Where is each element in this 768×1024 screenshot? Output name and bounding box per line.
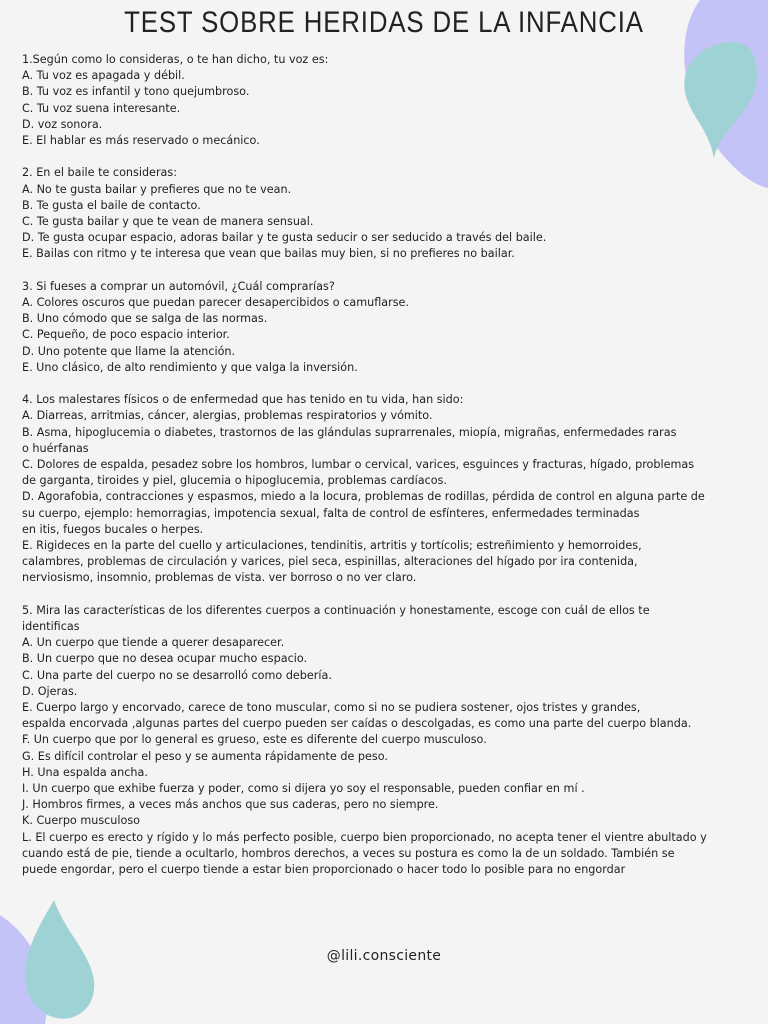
question-line: 4. Los malestares físicos o de enfermedad que has tenido en tu vida, han sido: (22, 393, 464, 407)
question-line: A. Tu voz es apagada y débil. (22, 69, 185, 83)
question-line: identificas (22, 620, 80, 634)
question-line: o huérfanas (22, 441, 89, 455)
question-line: puede engordar, pero el cuerpo tiende a estar bien proporcionado o hacer todo lo posible para no engordar (22, 863, 626, 877)
question-line: E. Cuerpo largo y encorvado, carece de tono muscular, como si no se pudiera sostener, ojos tristes y grandes, (22, 701, 641, 715)
question-line: A. Diarreas, arritmias, cáncer, alergias, problemas respiratorios y vómito. (22, 409, 433, 423)
question-line: 5. Mira las características de los diferentes cuerpos a continuación y honestamente, escoge con cuál de ellos te (22, 603, 650, 617)
question-line: su cuerpo, ejemplo: hemorragias, impotencia sexual, falta de control de esfínteres, enfermedades terminadas (22, 506, 640, 520)
question-line: C. Pequeño, de poco espacio interior. (22, 328, 230, 342)
question-block (22, 165, 737, 262)
question-line: E. Bailas con ritmo y te interesa que vean que bailas muy bien, si no prefieres no bailar. (22, 247, 515, 261)
question-line: I. Un cuerpo que exhibe fuerza y poder, como si dijera yo soy el responsable, pueden confiar en mí . (22, 782, 585, 796)
question-line: B. Tu voz es infantil y tono quejumbroso. (22, 85, 250, 99)
question-line: cuando está de pie, tiende a ocultarlo, hombros derechos, a veces su postura es como la de un soldado. También se (22, 846, 675, 860)
question-line: K. Cuerpo musculoso (22, 814, 141, 828)
question-block (22, 279, 737, 376)
question-line: G. Es difícil controlar el peso y se aumenta rápidamente de peso. (22, 749, 388, 763)
question-line: nerviosismo, insomnio, problemas de vista. ver borroso o no ver claro. (22, 571, 417, 585)
question-line: B. Asma, hipoglucemia o diabetes, trastornos de las glándulas suprarrenales, miopía, migrañas, enfermedades raras (22, 425, 677, 439)
question-line: E. Rigideces en la parte del cuello y articulaciones, tendinitis, artritis y tortícolis; estreñimiento y hemorroides, (22, 539, 642, 553)
question-line: F. Un cuerpo que por lo general es grueso, este es diferente del cuerpo musculoso. (22, 733, 487, 747)
question-line: espalda encorvada ,algunas partes del cuerpo pueden ser caídas o descolgadas, es como una parte del cuerpo blanda. (22, 717, 692, 731)
question-line: C. Te gusta bailar y que te vean de manera sensual. (22, 215, 314, 229)
question-line: H. Una espalda ancha. (22, 765, 148, 779)
question-line: C. Tu voz suena interesante. (22, 101, 181, 115)
question-block (22, 392, 737, 586)
question-line: B. Uno cómodo que se salga de las normas. (22, 312, 268, 326)
question-line: calambres, problemas de circulación y varices, piel seca, espinillas, alteraciones del hígado por ira contenida, (22, 555, 638, 569)
question-line: en itis, fuegos bucales o herpes. (22, 522, 204, 536)
question-line: D. Te gusta ocupar espacio, adoras bailar y te gusta seducir o ser seducido a través del baile. (22, 231, 547, 245)
footer-handle: @lili.consciente (326, 948, 442, 964)
question-line: 3. Si fueses a comprar un automóvil, ¿Cuál comprarías? (22, 279, 335, 293)
question-line: de garganta, tiroides y piel, glucemia o hipoglucemia, problemas cardíacos. (22, 474, 447, 488)
question-line: A. No te gusta bailar y prefieres que no te vean. (22, 182, 292, 196)
question-line: D. Uno potente que llame la atención. (22, 344, 236, 358)
question-line: A. Colores oscuros que puedan parecer desapercibidos o camuflarse. (22, 296, 409, 310)
question-block (22, 603, 737, 878)
question-line: 1.Según como lo consideras, o te han dicho, tu voz es: (22, 53, 329, 66)
question-line: D. Agorafobia, contracciones y espasmos, miedo a la locura, problemas de rodillas, pérdida de control en alguna parte de (22, 490, 705, 504)
page-title: TEST SOBRE HERIDAS DE LA INFANCIA (124, 6, 644, 39)
question-line: C. Una parte del cuerpo no se desarrolló como debería. (22, 668, 332, 682)
question-line: C. Dolores de espalda, pesadez sobre los hombros, lumbar o cervical, varices, esguinces y fracturas, hígado, problemas (22, 458, 695, 472)
question-line: 2. En el baile te consideras: (22, 166, 177, 180)
question-line: B. Te gusta el baile de contacto. (22, 198, 201, 212)
question-line: A. Un cuerpo que tiende a querer desaparecer. (22, 636, 285, 650)
question-line: D. Ojeras. (22, 684, 78, 698)
question-block (22, 52, 737, 149)
question-line: L. El cuerpo es erecto y rígido y lo más perfecto posible, cuerpo bien proporcionado, no acepta tener el vientre abultado y (22, 830, 707, 844)
question-line: J. Hombros firmes, a veces más anchos que sus caderas, pero no siempre. (22, 798, 439, 812)
question-line: E. El hablar es más reservado o mecánico. (22, 134, 260, 148)
questionnaire (22, 52, 737, 894)
question-line: B. Un cuerpo que no desea ocupar mucho espacio. (22, 652, 308, 666)
question-line: E. Uno clásico, de alto rendimiento y que valga la inversión. (22, 360, 358, 374)
question-line: D. voz sonora. (22, 117, 103, 131)
